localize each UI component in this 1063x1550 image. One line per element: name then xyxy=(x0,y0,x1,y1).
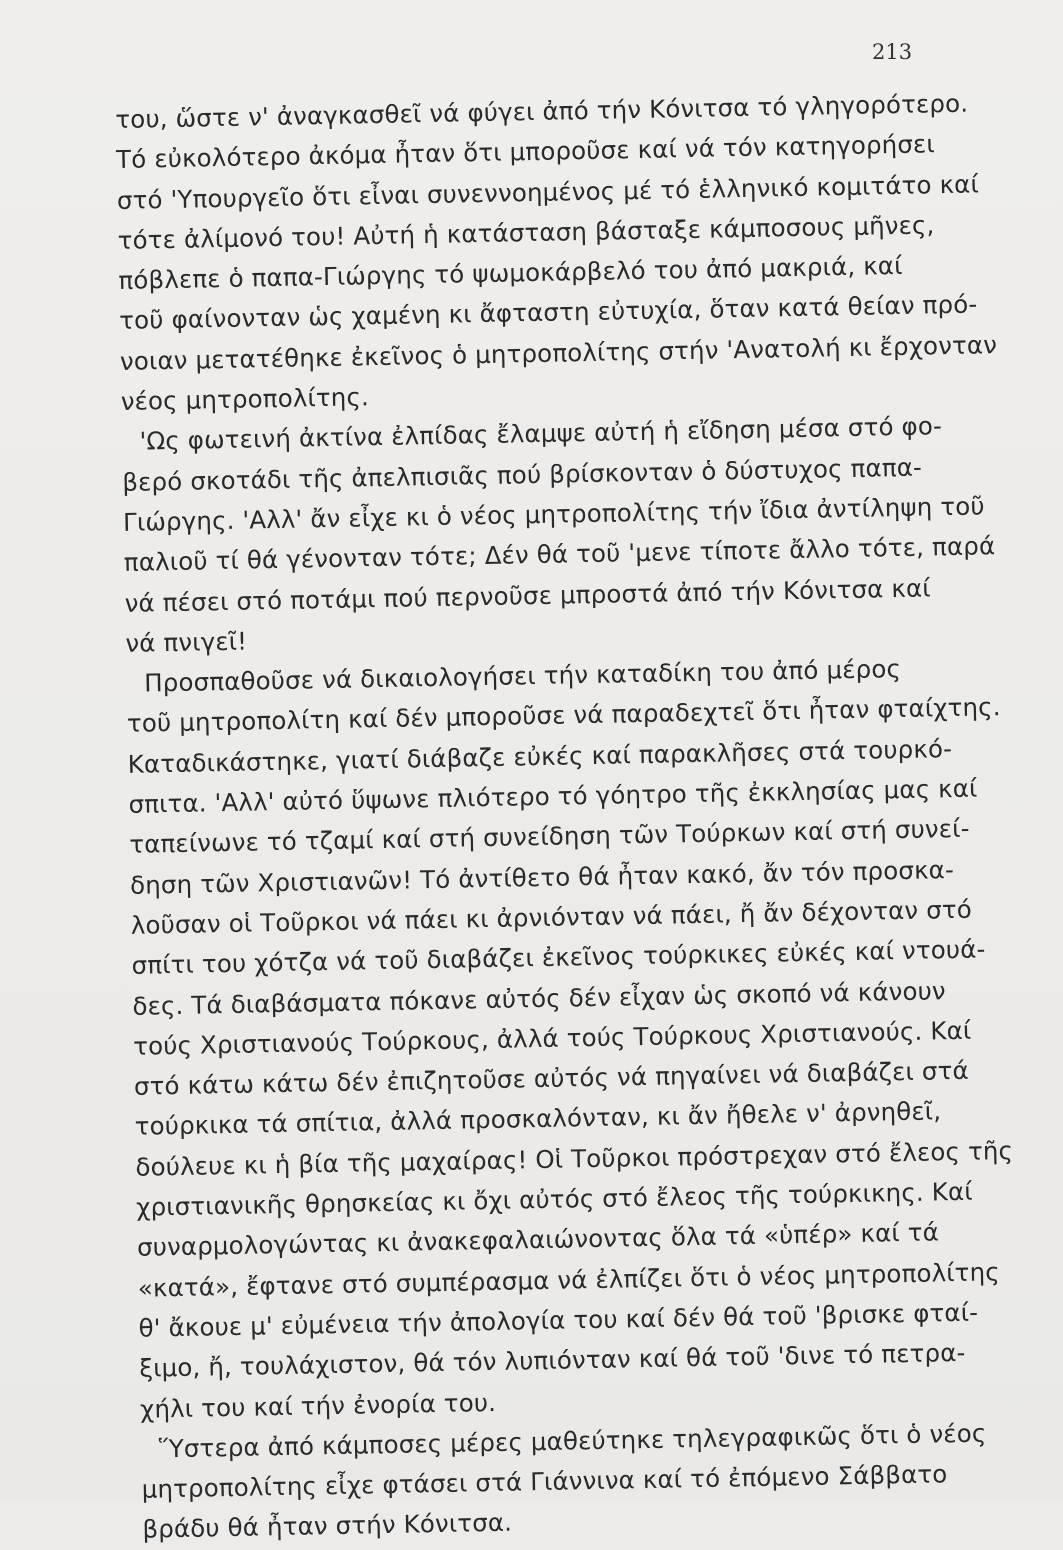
text-line: δηση τῶν Χριστιανῶν! Τό ἀντίθετο θά ἦταν κακό, ἄν τόν προσκα- xyxy=(129,854,955,900)
text-line: νά πνιγεῖ! xyxy=(125,626,248,658)
text-line: Τό εὐκολότερο ἀκόμα ἦταν ὅτι μποροῦσε καί νά τόν κατηγορήσει xyxy=(115,129,936,175)
text-line: θ' ἄκουε μ' εὐμένεια τήν ἀπολογία του καί δέν θά τοῦ 'βρισκε φταί- xyxy=(138,1297,979,1343)
text-line: Καταδικάστηκε, γιατί διάβαζε εὐκές καί παρακλῆσες στά τουρκό- xyxy=(127,733,953,779)
text-line: νέος μητροπολίτης. xyxy=(120,382,370,417)
text-line: σπιτα. 'Αλλ' αὐτό ὕψωνε πλιότερο τό γόητρο τῆς ἐκκλησίας μας καί xyxy=(128,773,978,819)
text-line: Ὕστερα ἀπό κάμποσες μέρες μαθεύτηκε τηλεγραφικῶς ὅτι ὁ νέος xyxy=(158,1418,987,1464)
text-line: σπίτι του χότζα νά τοῦ διαβάζει ἐκεῖνος τούρκικες εὐκές καί ντουά- xyxy=(131,934,986,981)
text-line: βερό σκοτάδι τῆς ἀπελπισιᾶς πού βρίσκονταν ὁ δύστυχος παπα- xyxy=(122,452,923,497)
text-line: τοῦ φαίνονταν ὡς χαμένη κι ἄφταστη εὐτυχία, ὅταν κατά θείαν πρό- xyxy=(118,289,978,336)
page-number: 213 xyxy=(872,40,913,64)
text-line: του, ὥστε ν' ἀναγκασθεῖ νά φύγει ἀπό τήν Κόνιτσα τό γληγορότερο. xyxy=(115,88,969,134)
text-line: συναρμολογώντας κι ἀνακεφαλαιώνοντας ὅλα τά «ὑπέρ» καί τά xyxy=(136,1217,940,1263)
text-line: τοῦ μητροπολίτη καί δέν μποροῦσε νά παραδεχτεῖ ὅτι ἦταν φταίχτης. xyxy=(126,692,1001,739)
text-line: πόβλεπε ὁ παπα-Γιώργης τό ψωμοκάρβελό του ἀπό μακριά, καί xyxy=(118,251,903,296)
body-text xyxy=(115,84,1014,1550)
text-line: δες. Τά διαβάσματα πόκανε αὐτός δέν εἶχαν ὡς σκοπό νά κάνουν xyxy=(132,975,946,1021)
text-line: νά πέσει στό ποτάμι πού περνοῦσε μπροστά ἀπό τήν Κόνιτσα καί xyxy=(124,572,931,618)
text-line: λοῦσαν οἱ Τοῦρκοι νά πάει κι ἀρνιόνταν νά πάει, ἤ ἄν δέχονταν στό xyxy=(130,894,973,940)
text-line: μητροπολίτης εἶχε φτάσει στά Γιάννινα καί τό ἐπόμενο Σάββατο xyxy=(141,1459,948,1504)
text-line: στό κάτω κάτω δέν ἐπιζητοῦσε αὐτός νά πηγαίνει νά διαβάζει στά xyxy=(133,1055,970,1101)
text-line: 'Ως φωτεινή ἀκτίνα ἐλπίδας ἔλαμψε αὐτή ἡ εἴδηση μέσα στό φο- xyxy=(139,411,943,456)
text-line: χήλι του καί τήν ἐνορία του. xyxy=(139,1387,497,1424)
text-line: βράδυ θά ἦταν στήν Κόνιτσα. xyxy=(142,1508,513,1545)
text-line: τότε ἀλίμονό του! Αὐτή ἡ κατάσταση βάσταξε κάμποσους μῆνες, xyxy=(117,210,935,255)
text-line: στό 'Υπουργεῖο ὅτι εἶναι συνεννοημένος μέ τό ἑλληνικό κομιτάτο καί xyxy=(116,169,980,215)
text-line: τούρκικα τά σπίτια, ἀλλά προσκαλόνταν, κι ἄν ἤθελε ν' ἀρνηθεῖ, xyxy=(134,1096,942,1142)
text-line: «κατά», ἔφτανε στό συμπέρασμα νά ἐλπίζει ὅτι ὁ νέος μητροπολίτης xyxy=(137,1256,1001,1303)
text-line: νοιαν μετατέθηκε ἐκεῖνος ὁ μητροπολίτης στήν 'Ανατολή κι ἔρχονταν xyxy=(119,329,998,376)
text-line: ξιμο, ἤ, τουλάχιστον, θά τόν λυπιόνταν καί θά τοῦ 'δινε τό πετρα- xyxy=(139,1338,966,1383)
text-line: ταπείνωνε τό τζαμί καί στή συνείδηση τῶν Τούρκων καί στή συνεί- xyxy=(129,814,970,860)
text-line: χριστιανικῆς θρησκείας κι ὄχι αὐτός στό ἔλεος τῆς τούρκικης. Καί xyxy=(135,1176,973,1222)
text-line: δούλευε κι ἡ βία τῆς μαχαίρας! Οἱ Τοῦρκοι πρόστρεχαν στό ἔλεος τῆς xyxy=(135,1135,1014,1182)
text-line: Γιώργης. 'Αλλ' ἄν εἶχε κι ὁ νέος μητροπολίτης τήν ἴδια ἀντίληψη τοῦ xyxy=(122,491,985,537)
text-line: παλιοῦ τί θά γένονταν τότε; Δέν θά τοῦ 'μενε τίποτε ἄλλο τότε, παρά xyxy=(123,531,996,578)
text-line: τούς Χριστιανούς Τούρκους, ἀλλά τούς Τούρκους Χριστιανούς. Καί xyxy=(132,1015,972,1061)
text-line: Προσπαθοῦσε νά δικαιολογήσει τήν καταδίκη του ἀπό μέρος xyxy=(143,654,902,698)
